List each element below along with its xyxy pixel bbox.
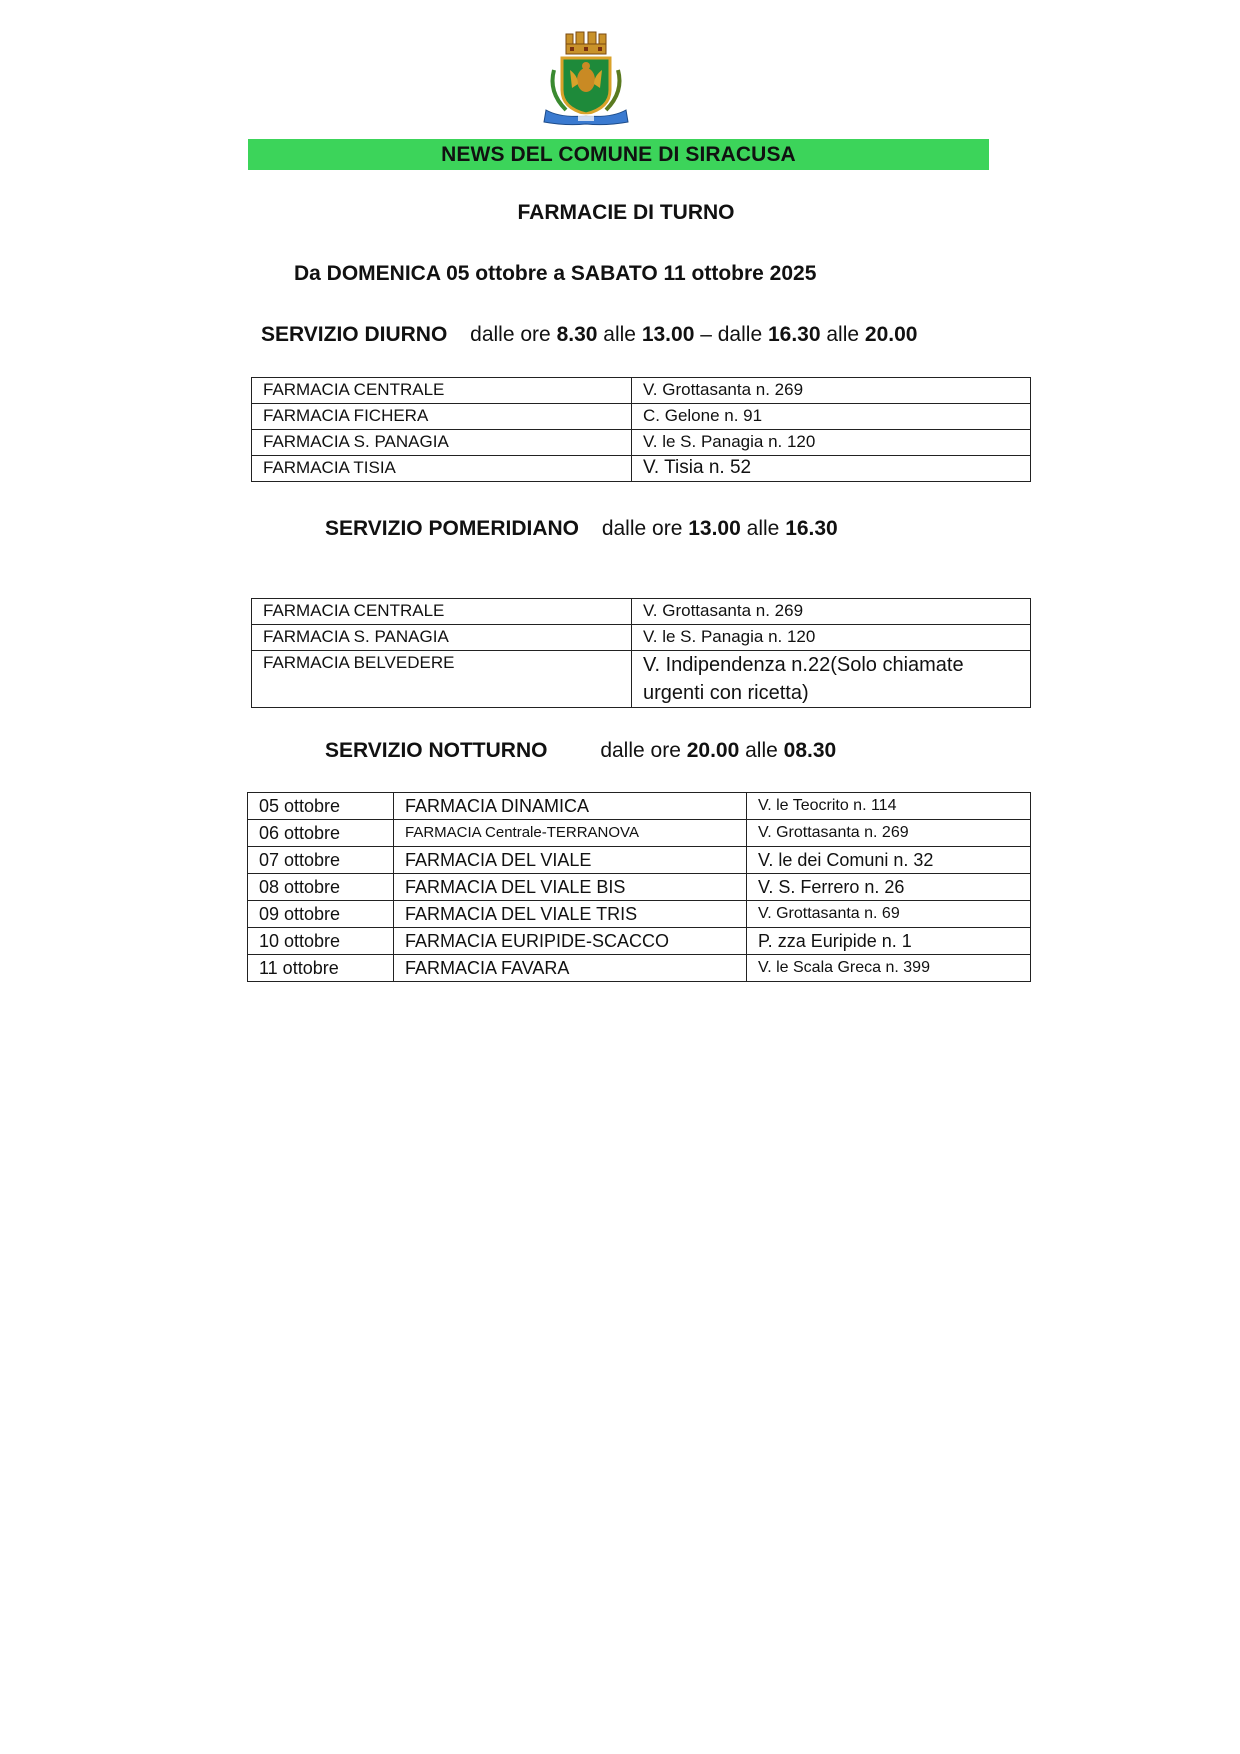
night-date: 10 ottobre xyxy=(248,928,394,955)
pharmacy-name: FARMACIA TISIA xyxy=(252,456,632,482)
table-row xyxy=(248,901,1031,928)
pharmacy-name: FARMACIA DEL VIALE TRIS xyxy=(394,901,747,928)
pharmacy-address: V. Tisia n. 52 xyxy=(632,456,1031,482)
pharmacy-address: V. Grottasanta n. 269 xyxy=(632,378,1031,404)
banner-title: NEWS DEL COMUNE DI SIRACUSA xyxy=(441,142,796,166)
pomeridiano-to-text: alle xyxy=(746,517,780,540)
pomeridiano-service-line xyxy=(325,517,838,541)
table-row xyxy=(248,820,1031,847)
table-row xyxy=(252,625,1031,651)
date-range: Da DOMENICA 05 ottobre a SABATO 11 ottobre 2025 xyxy=(294,262,817,285)
table-row xyxy=(248,847,1031,874)
notturno-table xyxy=(247,792,1031,982)
pomeridiano-table xyxy=(251,598,1031,708)
pharmacy-address: V. Grottasanta n. 269 xyxy=(632,599,1031,625)
table-row xyxy=(252,404,1031,430)
pharmacy-name: FARMACIA S. PANAGIA xyxy=(252,625,632,651)
table-row xyxy=(252,456,1031,482)
night-date: 06 ottobre xyxy=(248,820,394,847)
pharmacy-address: V. le dei Comuni n. 32 xyxy=(747,847,1031,874)
pharmacy-address: C. Gelone n. 91 xyxy=(632,404,1031,430)
diurno-dash-text: – dalle xyxy=(700,323,763,346)
pharmacy-name: FARMACIA DINAMICA xyxy=(394,793,747,820)
table-row xyxy=(248,928,1031,955)
diurno-to-text-2: alle xyxy=(826,323,860,346)
notturno-time-2: 08.30 xyxy=(783,739,837,762)
night-date: 11 ottobre xyxy=(248,955,394,982)
pharmacy-name: FARMACIA FAVARA xyxy=(394,955,747,982)
pharmacy-address: V. le Scala Greca n. 399 xyxy=(747,955,1031,982)
pharmacy-name: FARMACIA CENTRALE xyxy=(252,599,632,625)
pharmacy-name: FARMACIA EURIPIDE-SCACCO xyxy=(394,928,747,955)
pharmacy-name: FARMACIA Centrale-TERRANOVA xyxy=(394,820,747,847)
night-date: 07 ottobre xyxy=(248,847,394,874)
table-row xyxy=(248,955,1031,982)
table-row xyxy=(252,651,1031,708)
pomeridiano-time-1: 13.00 xyxy=(688,517,741,540)
pharmacy-name: FARMACIA CENTRALE xyxy=(252,378,632,404)
table-row xyxy=(252,378,1031,404)
notturno-label: SERVIZIO NOTTURNO xyxy=(325,739,548,762)
table-row xyxy=(252,599,1031,625)
pomeridiano-time-2: 16.30 xyxy=(785,517,838,540)
notturno-to-text: alle xyxy=(745,739,778,762)
diurno-from-text: dalle ore xyxy=(470,323,551,346)
pharmacy-address: V. Grottasanta n. 269 xyxy=(747,820,1031,847)
night-date: 08 ottobre xyxy=(248,874,394,901)
diurno-service-line xyxy=(261,323,917,347)
coat-of-arms-logo xyxy=(540,30,632,126)
diurno-label: SERVIZIO DIURNO xyxy=(261,323,448,346)
diurno-time-4: 20.00 xyxy=(864,323,918,346)
pomeridiano-from-text: dalle ore xyxy=(601,517,683,540)
table-row xyxy=(248,874,1031,901)
table-row xyxy=(248,793,1031,820)
night-date: 09 ottobre xyxy=(248,901,394,928)
diurno-to-text: alle xyxy=(603,323,636,346)
pharmacy-address: V. Grottasanta n. 69 xyxy=(747,901,1031,928)
diurno-time-2: 13.00 xyxy=(641,323,695,346)
pharmacy-address: V. le Teocrito n. 114 xyxy=(747,793,1031,820)
page-title: FARMACIE DI TURNO xyxy=(517,201,735,224)
pharmacy-name: FARMACIA FICHERA xyxy=(252,404,632,430)
pharmacy-address: V. Indipendenza n.22(Solo chiamate urgenti con ricetta) xyxy=(632,651,1031,708)
pomeridiano-label: SERVIZIO POMERIDIANO xyxy=(325,517,579,540)
night-date: 05 ottobre xyxy=(248,793,394,820)
diurno-table xyxy=(251,377,1031,482)
notturno-from-text: dalle ore xyxy=(600,739,681,762)
pharmacy-address: V. le S. Panagia n. 120 xyxy=(632,625,1031,651)
pharmacy-name: FARMACIA DEL VIALE xyxy=(394,847,747,874)
pharmacy-address: P. zza Euripide n. 1 xyxy=(747,928,1031,955)
notturno-time-1: 20.00 xyxy=(686,739,740,762)
pharmacy-name: FARMACIA BELVEDERE xyxy=(252,651,632,708)
pharmacy-name: FARMACIA S. PANAGIA xyxy=(252,430,632,456)
pharmacy-address: V. S. Ferrero n. 26 xyxy=(747,874,1031,901)
table-row xyxy=(252,430,1031,456)
notturno-service-line xyxy=(325,739,836,763)
diurno-time-1: 8.30 xyxy=(556,323,598,346)
news-banner xyxy=(248,139,989,170)
pharmacy-name: FARMACIA DEL VIALE BIS xyxy=(394,874,747,901)
pharmacy-address: V. le S. Panagia n. 120 xyxy=(632,430,1031,456)
diurno-time-3: 16.30 xyxy=(767,323,821,346)
